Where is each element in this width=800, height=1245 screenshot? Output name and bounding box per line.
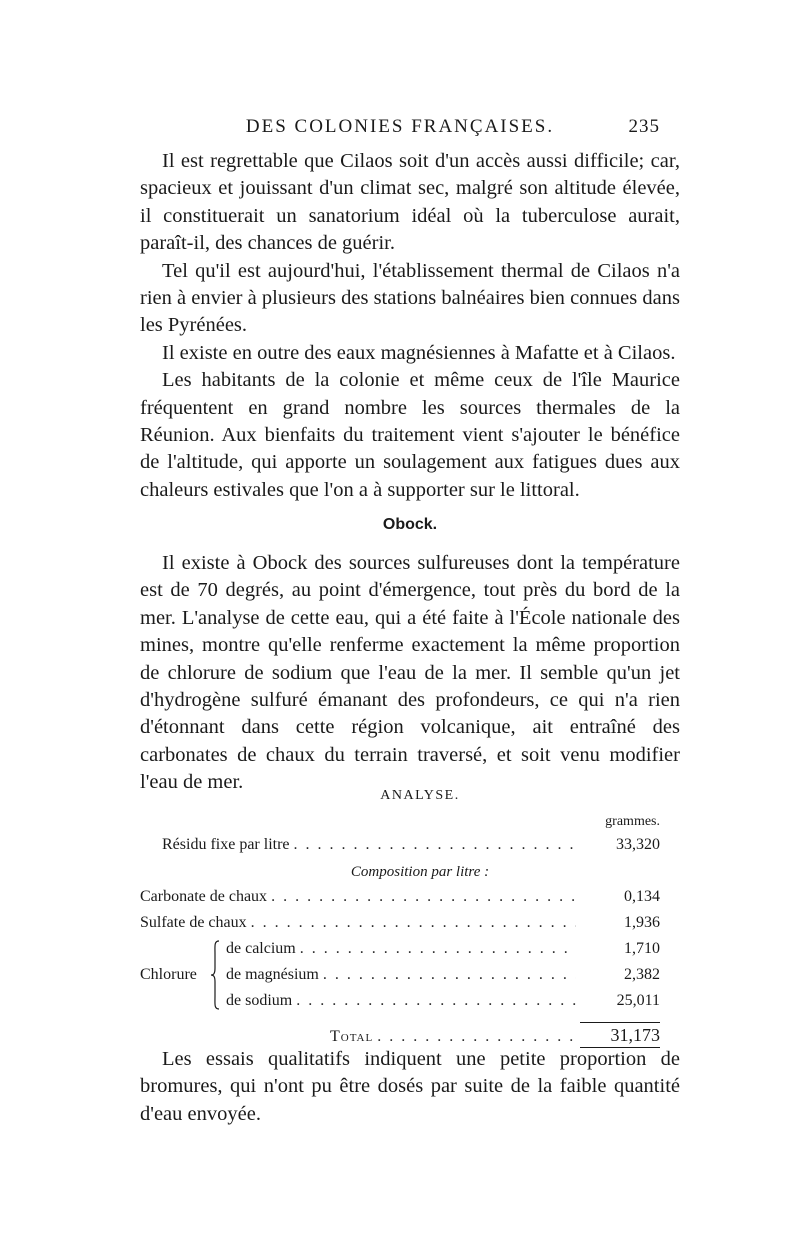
leader-dots: [271, 884, 576, 910]
table-row: [226, 962, 660, 988]
leader-dots: [323, 962, 576, 988]
row-value: 0,134: [624, 888, 660, 905]
row-label: Résidu fixe par litre: [162, 836, 290, 853]
row-value: 2,382: [624, 966, 660, 983]
total-row: [140, 1022, 660, 1048]
row-label: de magnésium: [226, 966, 319, 983]
brace-icon: [210, 940, 220, 1010]
row-value: 33,320: [616, 836, 660, 853]
paragraph: Il existe à Obock des sources sulfureuses dont la température est de 70 degrés, au point d'émergence, tout près du bord de la mer. L'analyse de cette eau, qui a été faite à l'École nationale des mines, montre qu'elle renferme exactement la même proportion de chlorure de sodium que l'eau de la mer. Il semble qu'un jet d'hydrogène sulfuré émanant des profondeurs, ce qui n'a rien d'étonnant dans cette région volcanique, ait entraîné des carbonates de chaux du terrain traversé, et soit venu modifier l'eau de mer.: [140, 552, 680, 794]
total-value: 31,173: [580, 1022, 660, 1048]
closing-section: [140, 1046, 680, 1128]
row-value: 25,011: [616, 992, 660, 1009]
paragraph: Tel qu'il est aujourd'hui, l'établissement thermal de Cilaos n'a rien à envier à plusieurs des stations balnéaires bien connues dans les Pyrénées.: [140, 259, 680, 337]
paragraph: Les essais qualitatifs indiquent une petite proportion de bromures, qui n'ont pu être dosés par suite de la faible quantité d'eau envoyée.: [140, 1048, 680, 1125]
running-head: [140, 116, 660, 146]
leader-dots: [300, 936, 576, 962]
paragraph: Il existe en outre des eaux magnésiennes à Mafatte et à Cilaos.: [162, 341, 676, 364]
analysis-table: [140, 788, 660, 1048]
table-row: [140, 910, 660, 936]
row-label: de calcium: [226, 940, 296, 957]
paragraph: Il est regrettable que Cilaos soit d'un accès aussi difficile; car, spacieux et jouissant d'un climat sec, malgré son altitude élevée, il constituerait un sanatorium idéal où la tuberculose aurait, paraît-il, des chances de guérir.: [140, 150, 680, 255]
row-value: 1,710: [624, 940, 660, 957]
table-row: [226, 988, 660, 1014]
row-label: Sulfate de chaux: [140, 914, 247, 931]
running-title: DES COLONIES FRANÇAISES.: [245, 116, 555, 137]
unit-label: grammes.: [605, 814, 660, 829]
leader-dots: [251, 910, 576, 936]
chlorure-label: Chlorure: [140, 966, 197, 983]
chlorure-group: [140, 936, 660, 1014]
total-label: Total: [330, 1028, 374, 1045]
composition-heading: Composition par litre :: [350, 864, 490, 880]
table-row: [140, 884, 660, 910]
paragraph: Les habitants de la colonie et même ceux de l'île Maurice fréquentent en grand nombre les sources thermales de la Réunion. Aux bienfaits du traitement vient s'ajouter le bénéfice de l'altitude, qui apporte un soulagement aux fatigues dues aux chaleurs estivales que l'on a à supporter sur le littoral.: [140, 369, 680, 501]
cilaos-section: [140, 148, 680, 504]
section-heading: Obock.: [382, 516, 438, 533]
row-label: Carbonate de chaux: [140, 888, 268, 905]
leader-dots: [296, 988, 576, 1014]
row-label: de sodium: [226, 992, 293, 1009]
row-value: 1,936: [624, 914, 660, 931]
analysis-title: ANALYSE.: [380, 788, 460, 803]
obock-section: [140, 550, 680, 797]
table-row: [226, 936, 660, 962]
leader-dots: [294, 832, 576, 858]
page-number: 235: [628, 116, 660, 137]
residu-row: [140, 832, 660, 858]
